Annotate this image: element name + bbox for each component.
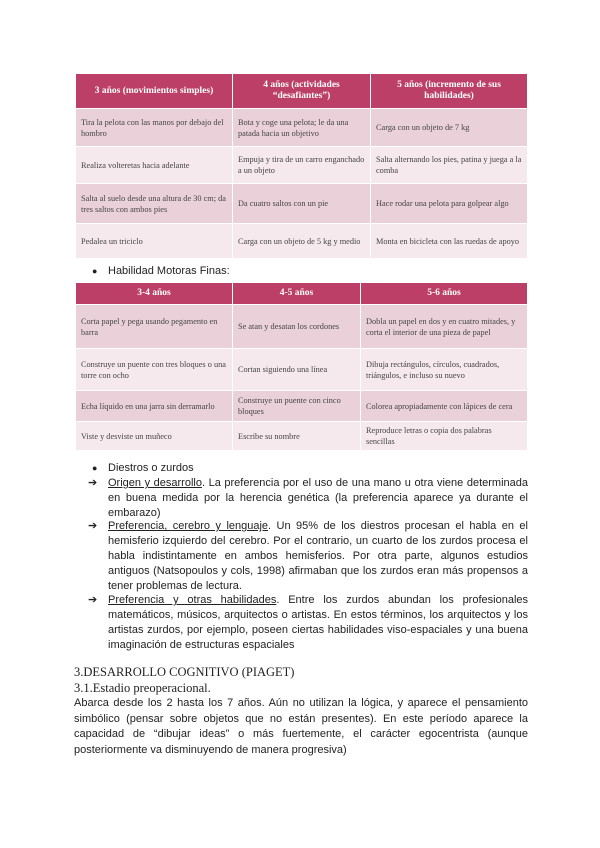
table-cell: Bota y coge una pelota; le da una patada hacia un objetivo (233, 109, 371, 147)
table-header-cell: 5 años (incremento de sus habilidades) (371, 74, 528, 109)
table-header-row (76, 283, 528, 305)
table-cell: Dobla un papel en dos y en cuatro mitades, y corta el interior de una pieza de papel (361, 305, 528, 349)
table-cell: Colorea apropiadamente con lápices de cera (361, 391, 528, 422)
table-cell: Tira la pelota con las manos por debajo del hombro (76, 109, 233, 147)
table-header-cell: 3 años (movimientos simples) (76, 74, 233, 109)
bullet-label: Diestros o zurdos (108, 462, 194, 474)
table-row (76, 349, 528, 391)
arrow-right-icon: ➔ (88, 520, 98, 532)
table-cell: Viste y desviste un muñeco (76, 422, 233, 451)
item-title: Origen y desarrollo (108, 477, 202, 489)
table-header-cell: 5-6 años (361, 283, 528, 305)
list-item-other-skills (88, 593, 528, 653)
table-cell: Pedalea un triciclo (76, 224, 233, 259)
table-header-cell: 4-5 años (233, 283, 361, 305)
item-title: Preferencia, cerebro y lenguaje (108, 520, 269, 532)
subsection-heading: 3.1.Estadio preoperacional. (74, 681, 211, 695)
table-cell: Reproduce letras o copia dos palabras sencillas (361, 422, 528, 451)
table-cell: Escribe su nombre (233, 422, 361, 451)
table-cell: Da cuatro saltos con un pie (233, 184, 371, 224)
table-cell: Empuja y tira de un carro enganchado a un objeto (233, 147, 371, 184)
table-row (76, 224, 528, 259)
fine-motor-bullet (92, 265, 230, 278)
table-cell: Salta al suelo desde una altura de 30 cm; da tres saltos con ambos pies (76, 184, 233, 224)
gross-motor-table (75, 73, 528, 259)
table-cell: Echa líquido en una jarra sin derramarlo (76, 391, 233, 422)
table-cell: Salta alternando los pies, patina y juega a la comba (371, 147, 528, 184)
table-row (76, 391, 528, 422)
table-row (76, 305, 528, 349)
arrow-right-icon: ➔ (88, 477, 98, 489)
table-cell: Corta papel y pega usando pegamento en barra (76, 305, 233, 349)
table-cell: Se atan y desatan los cordones (233, 305, 361, 349)
table-header-cell: 3-4 años (76, 283, 233, 305)
bullet-dot-icon: ● (92, 266, 98, 276)
fine-motor-table (75, 282, 528, 451)
body-paragraph: Abarca desde los 2 hasta los 7 años. Aún no utilizan la lógica, y aparece el pensamiento simbólico (pensar sobre objetos que no están presentes). En este período aparece la capacidad de “dibujar ideas” o más fuertemente, el carácter egocentrista (aunque posteriormente va disminuyendo de manera progresiva) (74, 697, 528, 756)
table-cell: Construye un puente con cinco bloques (233, 391, 361, 422)
table-header-row (76, 74, 528, 109)
table-row (76, 147, 528, 184)
list-item-brain-language (88, 519, 528, 594)
table-cell: Hace rodar una pelota para golpear algo (371, 184, 528, 224)
list-item-origin (88, 476, 528, 521)
table-cell: Construye un puente con tres bloques o una torre con ocho (76, 349, 233, 391)
table-cell: Carga con un objeto de 5 kg y medio (233, 224, 371, 259)
table-cell: Cortan siguiendo una línea (233, 349, 361, 391)
bullet-label: Habilidad Motoras Finas: (108, 265, 230, 277)
section-heading: 3.DESARROLLO COGNITIVO (PIAGET) (74, 665, 295, 679)
item-text: . Entre los zurdos abundan los profesionales matemáticos, músicos, arquitectos o artistas. En estos términos, los arquitectos y los artistas zurdos, por ejemplo, poseen ciertas habilidades viso-espaciales y una buena imaginación de estructuras espaciales (108, 594, 528, 651)
handedness-bullet (92, 462, 194, 475)
table-header-cell: 4 años (actividades “desafiantes”) (233, 74, 371, 109)
table-row (76, 109, 528, 147)
table-cell: Monta en bicicleta con las ruedas de apoyo (371, 224, 528, 259)
table-row (76, 422, 528, 451)
table-cell: Carga con un objeto de 7 kg (371, 109, 528, 147)
table-cell: Realiza volteretas hacia adelante (76, 147, 233, 184)
item-text: . La preferencia por el uso de una mano u otra viene determinada en buena medida por la herencia genética (la preferencia aparece ya durante el embarazo) (108, 477, 528, 519)
item-title: Preferencia y otras habilidades (108, 594, 277, 606)
table-row (76, 184, 528, 224)
table-cell: Dibuja rectángulos, círculos, cuadrados, triángulos, e incluso su nuevo (361, 349, 528, 391)
bullet-dot-icon: ● (92, 463, 98, 473)
arrow-right-icon: ➔ (88, 594, 98, 606)
item-text: . Un 95% de los diestros procesan el habla en el hemisferio izquierdo del cerebro. Por el contrario, un cuarto de los zurdos procesa el habla indistintamente en ambos hemisferios. Por otra parte, algunos estudios antiguos (Natsopoulos y cols, 1998) afirmaban que los zurdos eran más propensos a tener problemas de lectura. (108, 520, 528, 592)
